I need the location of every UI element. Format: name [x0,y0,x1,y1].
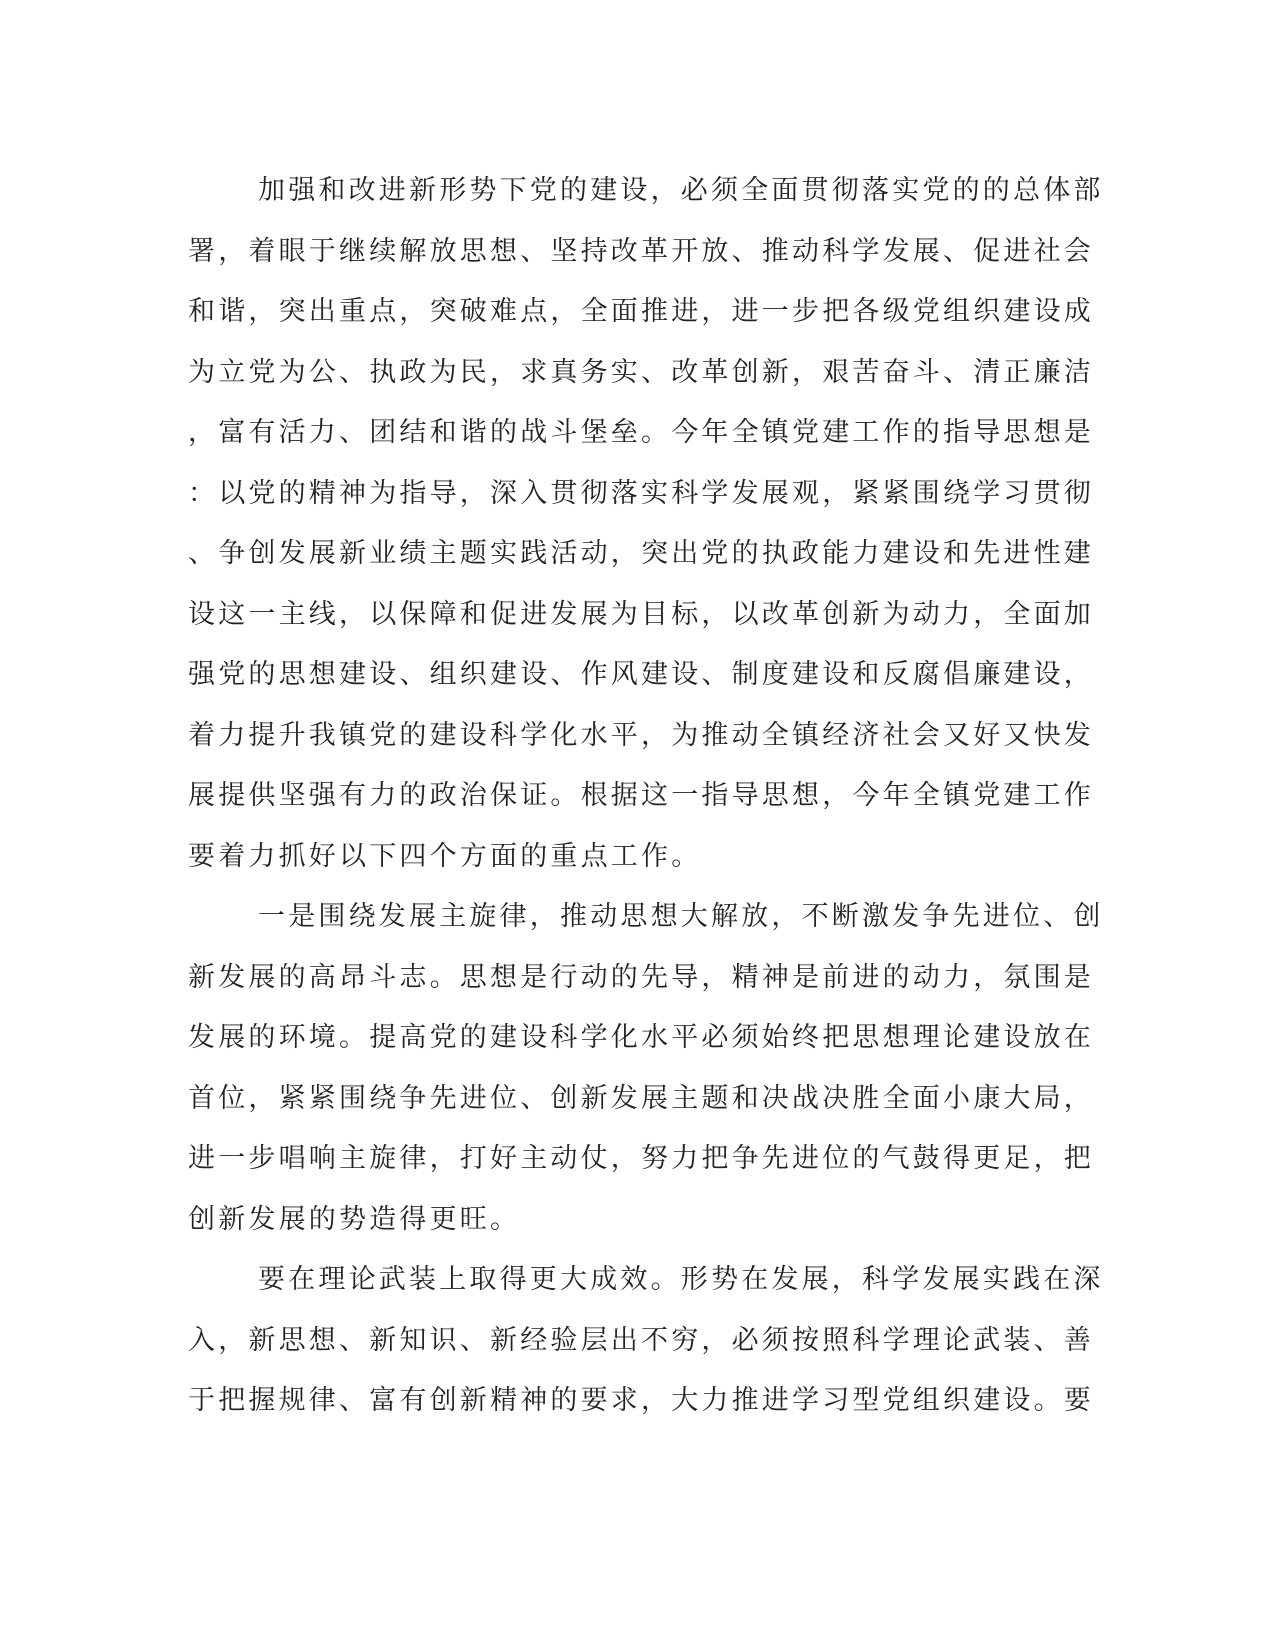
text-line: 设这一主线，以保障和促进发展为目标，以改革创新为动力，全面加 [188,598,1094,630]
text-line: 创新发展的势造得更旺。 [188,1203,521,1235]
text-line: 新发展的高昂斗志。思想是行动的先导，精神是前进的动力，氛围是 [188,961,1094,993]
text-line: 加强和改进新形势下党的建设，必须全面贯彻落实党的的总体部 [258,175,1104,206]
text-line: 要着力抓好以下四个方面的重点工作。 [188,840,702,872]
text-line: 强党的思想建设、组织建设、作风建设、制度建设和反腐倡廉建设， [188,659,1094,690]
document-body [188,161,1104,1432]
text-line: 首位，紧紧围绕争先进位、创新发展主题和决战决胜全面小康大局， [188,1082,1094,1114]
text-line: 和谐，突出重点，突破难点，全面推进，进一步把各级党组织建设成 [188,296,1094,327]
text-line: 要在理论武装上取得更大成效。形势在发展，科学发展实践在深 [258,1264,1104,1295]
text-line: 、争创发展新业绩主题实践活动，突出党的执政能力建设和先进性建 [188,538,1094,569]
text-line: 于把握规律、富有创新精神的要求，大力推进学习型党组织建设。要 [188,1385,1094,1416]
text-line: 发展的环境。提高党的建设科学化水平必须始终把思想理论建设放在 [188,1022,1094,1053]
text-line: ，富有活力、团结和谐的战斗堡垒。今年全镇党建工作的指导思想是 [188,417,1094,448]
text-line: 着力提升我镇党的建设科学化水平，为推动全镇经济社会又好又快发 [188,719,1094,751]
text-line: 展提供坚强有力的政治保证。根据这一指导思想，今年全镇党建工作 [188,780,1094,811]
text-line: 一是围绕发展主旋律，推动思想大解放，不断激发争先进位、创 [258,901,1104,932]
text-line: 入，新思想、新知识、新经验层出不穷，必须按照科学理论武装、善 [188,1324,1094,1356]
paragraph-3 [188,1250,1104,1432]
text-line: 署，着眼于继续解放思想、坚持改革开放、推动科学发展、促进社会 [188,235,1094,267]
text-line: 为立党为公、执政为民，求真务实、改革创新，艰苦奋斗、清正廉洁 [188,356,1094,388]
text-line: 进一步唱响主旋律，打好主动仗，努力把争先进位的气鼓得更足，把 [188,1143,1094,1174]
paragraph-1 [188,161,1104,887]
text-line: ：以党的精神为指导，深入贯彻落实科学发展观，紧紧围绕学习贯彻 [188,477,1094,509]
paragraph-2 [188,887,1104,1250]
